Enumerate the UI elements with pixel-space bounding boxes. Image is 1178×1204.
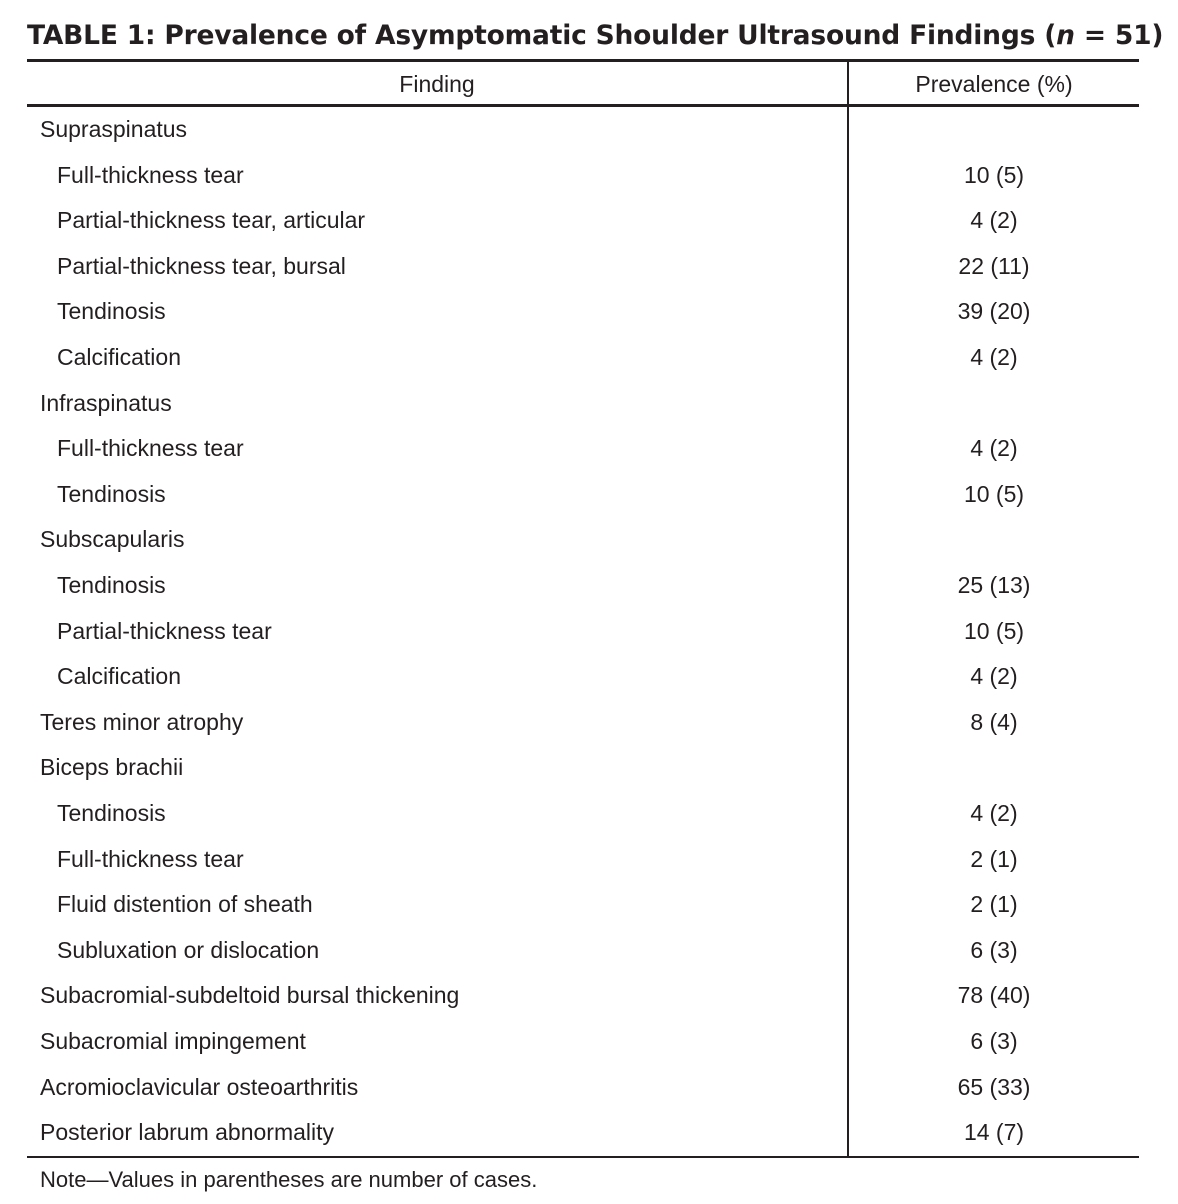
top-rule	[27, 59, 1139, 62]
table-row	[27, 1019, 1139, 1063]
row-prevalence-value: 2 (1)	[970, 845, 1018, 872]
row-finding-label: Full-thickness tear	[57, 161, 244, 188]
row-finding-label: Subacromial impingement	[40, 1028, 306, 1054]
row-finding-label: Full-thickness tear	[57, 435, 244, 462]
row-finding-label: Supraspinatus	[40, 116, 188, 142]
row-finding-label: Tendinosis	[57, 480, 166, 507]
table-row	[27, 517, 1139, 561]
row-prevalence-value: 4 (2)	[970, 435, 1018, 462]
row-prevalence-value: 4 (2)	[970, 663, 1018, 690]
table-row	[27, 381, 1139, 425]
row-finding-label: Partial-thickness tear	[57, 617, 272, 644]
column-header-prevalence: Prevalence (%)	[915, 71, 1073, 97]
row-finding-label: Posterior labrum abnormality	[40, 1119, 335, 1146]
row-finding-label: Subacromial-subdeltoid bursal thickening	[40, 982, 460, 1009]
row-finding-label: Tendinosis	[57, 572, 166, 598]
row-finding-label: Acromioclavicular osteoarthritis	[40, 1073, 359, 1100]
row-finding-label: Biceps brachii	[40, 754, 184, 781]
table-row	[27, 472, 1139, 516]
table-title	[27, 16, 1163, 56]
row-finding-label: Calcification	[57, 663, 181, 690]
row-prevalence-value: 8 (4)	[970, 708, 1018, 735]
row-finding-label: Partial-thickness tear, bursal	[57, 252, 346, 279]
row-finding-label: Calcification	[57, 344, 181, 370]
table-row	[27, 700, 1139, 744]
row-finding-label: Fluid distention of sheath	[57, 891, 313, 918]
row-prevalence-value: 6 (3)	[970, 1028, 1018, 1054]
row-prevalence-value: 25 (13)	[957, 572, 1031, 598]
table-row	[27, 153, 1139, 197]
table-row	[27, 654, 1139, 698]
table-title-prefix: TABLE 1: Prevalence of Asymptomatic Shoulder Ultrasound Findings (	[27, 20, 1057, 51]
row-prevalence-value: 10 (5)	[963, 617, 1025, 644]
table-row	[27, 335, 1139, 379]
table-row	[27, 928, 1139, 972]
table-row	[27, 1110, 1139, 1154]
table-row	[27, 1065, 1139, 1109]
row-prevalence-value: 6 (3)	[970, 936, 1018, 963]
row-prevalence-value: 78 (40)	[957, 982, 1031, 1009]
row-prevalence-value: 22 (11)	[958, 252, 1030, 279]
table-note: Note—Values in parentheses are number of cases.	[40, 1167, 538, 1192]
row-finding-label: Tendinosis	[57, 800, 166, 826]
row-finding-label: Subscapularis	[40, 526, 185, 553]
row-prevalence-value: 14 (7)	[963, 1119, 1025, 1146]
table-title-suffix: = 51)	[1074, 20, 1164, 51]
row-prevalence-value: 4 (2)	[970, 800, 1018, 826]
table-row	[27, 973, 1139, 1017]
table-row	[27, 198, 1139, 242]
table-row	[27, 426, 1139, 470]
row-prevalence-value: 4 (2)	[970, 207, 1018, 234]
table-row	[27, 791, 1139, 835]
column-header-finding: Finding	[399, 71, 475, 97]
table-row	[27, 882, 1139, 926]
table-row	[27, 563, 1139, 607]
row-finding-label: Full-thickness tear	[57, 845, 244, 872]
row-prevalence-value: 39 (20)	[957, 298, 1031, 325]
row-prevalence-value: 10 (5)	[963, 161, 1025, 188]
table-row	[27, 289, 1139, 333]
table-row	[27, 837, 1139, 881]
row-finding-label: Infraspinatus	[40, 389, 172, 416]
row-finding-label: Subluxation or dislocation	[57, 936, 320, 963]
row-prevalence-value: 65 (33)	[957, 1073, 1031, 1100]
table-title-n: n	[1056, 20, 1075, 51]
row-finding-label: Tendinosis	[57, 298, 166, 325]
row-prevalence-value: 2 (1)	[970, 891, 1018, 918]
bottom-rule	[27, 1156, 1139, 1158]
row-finding-label: Partial-thickness tear, articular	[57, 207, 366, 234]
row-prevalence-value: 10 (5)	[963, 480, 1025, 507]
table-row	[27, 745, 1139, 789]
row-prevalence-value: 4 (2)	[970, 344, 1018, 370]
table-row	[27, 609, 1139, 653]
table-row	[27, 244, 1139, 288]
row-finding-label: Teres minor atrophy	[40, 708, 244, 735]
table-row	[27, 107, 1139, 151]
